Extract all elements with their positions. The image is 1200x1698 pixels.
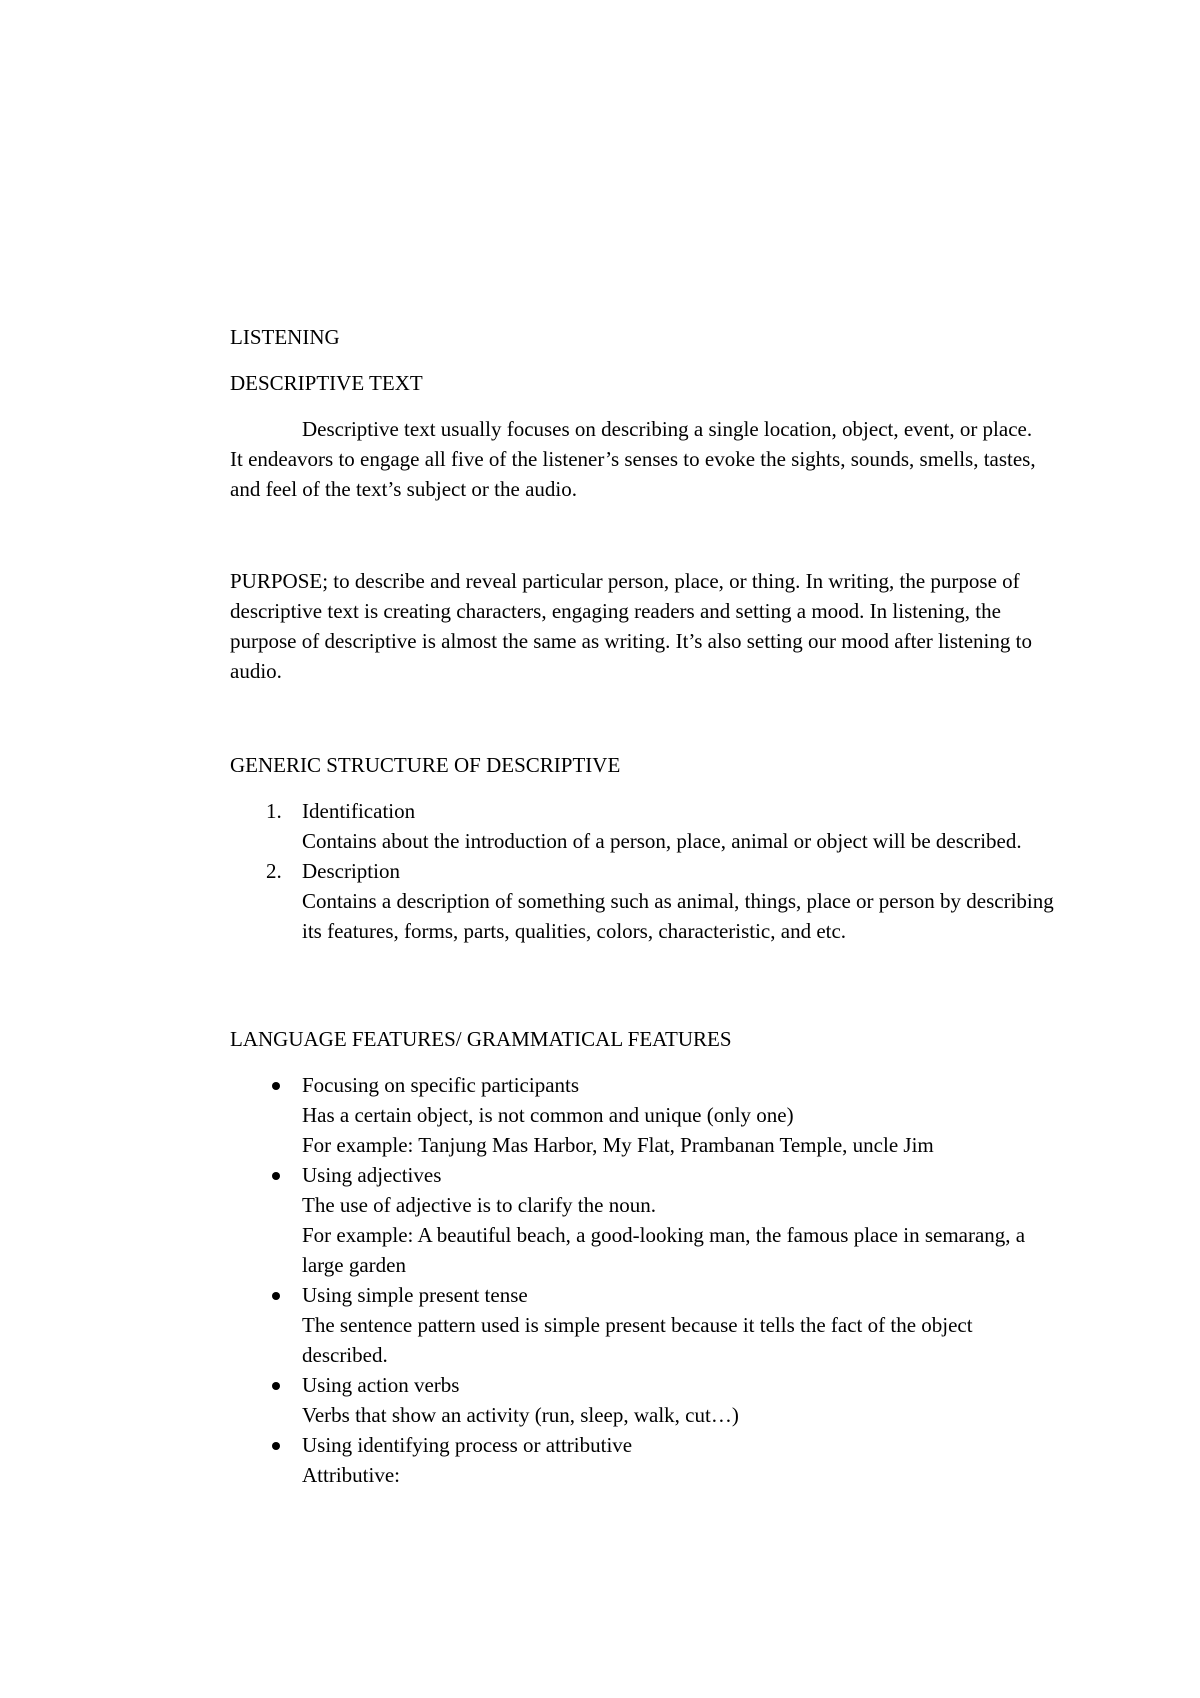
list-item-title: Identification xyxy=(302,799,416,823)
list-item-text: For example: Tanjung Mas Harbor, My Flat, Prambanan Temple, uncle Jim xyxy=(302,1133,934,1157)
list-item-text: Verbs that show an activity (run, sleep, walk, cut…) xyxy=(302,1403,739,1427)
list-item-text: Has a certain object, is not common and unique (only one) xyxy=(302,1103,794,1127)
language-features-heading: LANGUAGE FEATURES/ GRAMMATICAL FEATURES xyxy=(230,1027,732,1051)
document-title: LISTENING xyxy=(230,325,340,349)
list-item xyxy=(230,1160,1060,1280)
list-item-text: Contains a description of something such as animal, things, place or person by describing its features, forms, parts, qualities, colors, characteristic, and etc. xyxy=(302,889,1054,943)
list-item-text: Attributive: xyxy=(302,1463,400,1487)
list-item xyxy=(230,1430,1060,1490)
list-item-title: Using identifying process or attributive xyxy=(302,1433,633,1457)
list-item-text: Contains about the introduction of a person, place, animal or object will be described. xyxy=(302,829,1022,853)
list-item-title: Using adjectives xyxy=(302,1163,442,1187)
document-subtitle: DESCRIPTIVE TEXT xyxy=(230,371,423,395)
bullet-icon xyxy=(272,1082,280,1090)
list-item-title: Using simple present tense xyxy=(302,1283,528,1307)
list-item xyxy=(230,796,1060,856)
list-item-title: Focusing on specific participants xyxy=(302,1073,580,1097)
purpose-paragraph: PURPOSE; to describe and reveal particular person, place, or thing. In writing, the purpose of descriptive text is creating characters, engaging readers and setting a mood. In listening, the purpose of descriptive is almost the same as writing. It’s also setting our mood after listening to audio. xyxy=(230,569,1032,683)
list-item xyxy=(230,1070,1060,1160)
list-number: 1. xyxy=(266,799,282,823)
list-item-text: For example: A beautiful beach, a good-looking man, the famous place in semarang, a large garden xyxy=(302,1223,1026,1277)
list-item-text: The sentence pattern used is simple present because it tells the fact of the object described. xyxy=(302,1313,973,1367)
list-item xyxy=(230,1280,1060,1370)
generic-structure-list xyxy=(230,796,1060,946)
list-item xyxy=(230,1370,1060,1430)
bullet-icon xyxy=(272,1442,280,1450)
list-item-title: Description xyxy=(302,859,400,883)
generic-structure-heading: GENERIC STRUCTURE OF DESCRIPTIVE xyxy=(230,753,621,777)
bullet-icon xyxy=(272,1292,280,1300)
language-features-list xyxy=(230,1070,1060,1490)
list-number: 2. xyxy=(266,859,282,883)
list-item-text: The use of adjective is to clarify the noun. xyxy=(302,1193,656,1217)
intro-paragraph: Descriptive text usually focuses on describing a single location, object, event, or place. It endeavors to engage all five of the listener’s senses to evoke the sights, sounds, smells, tastes, and feel of the text’s subject or the audio. xyxy=(230,417,1036,501)
bullet-icon xyxy=(272,1172,280,1180)
bullet-icon xyxy=(272,1382,280,1390)
list-item-title: Using action verbs xyxy=(302,1373,460,1397)
list-item xyxy=(230,856,1060,946)
